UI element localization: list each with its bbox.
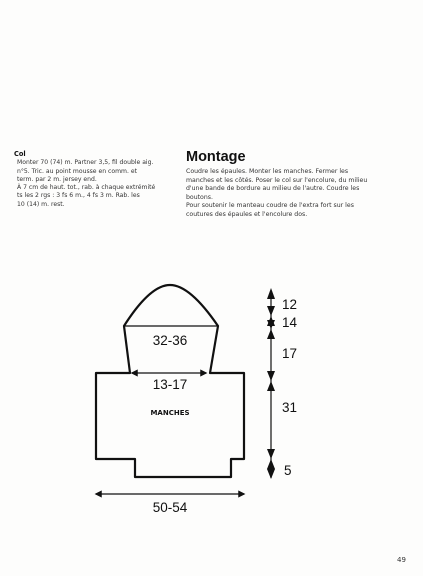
height-label-31: 31 [282, 400, 298, 415]
col-line: ts les 2 rgs : 3 fs 6 m., 4 fs 3 m. Rab. les [17, 192, 140, 200]
col-title: Col [14, 150, 26, 158]
bottom-width-label: 50-54 [152, 500, 188, 515]
height-label-17: 17 [282, 346, 298, 361]
montage-line: Pour soutenir le manteau coudre de l'extra fort sur les [186, 202, 354, 210]
montage-line: d'une bande de bordure au milieu de l'autre. Coudre les [186, 185, 360, 193]
col-line: term. par 2 m. jersey end. [17, 175, 97, 183]
arrowhead [267, 371, 275, 381]
arrowhead [267, 306, 275, 316]
montage-line: manches et les côtés. Poser le col sur l'encolure, du milieu [186, 176, 368, 184]
piece-label: MANCHES [150, 409, 190, 417]
height-label-12: 12 [282, 297, 298, 312]
montage-title: Montage [186, 149, 246, 165]
col-line: Monter 70 (74) m. Partner 3,5, fil double aig. [17, 159, 154, 167]
height-arrowheads [267, 288, 275, 479]
montage-line: Coudre les épaules. Monter les manches. Fermer les [186, 168, 349, 175]
top-width-label: 32-36 [152, 333, 188, 348]
arrowhead [267, 381, 275, 391]
height-label-14: 14 [282, 315, 298, 330]
col-line: À 7 cm de haut. tot., rab. à chaque extrémité [17, 184, 156, 192]
arrowhead [267, 288, 275, 299]
page-number: 49 [397, 556, 406, 564]
col-line: 10 (14) m. rest. [17, 200, 65, 208]
arrowhead [267, 329, 275, 339]
arrowhead [267, 459, 275, 469]
col-line: n°5. Tric. au point mousse en comm. et [17, 167, 137, 175]
montage-line: boutons. [186, 193, 213, 201]
montage-line: coutures des épaules et l'encolure dos. [186, 210, 308, 218]
height-label-5: 5 [284, 463, 292, 478]
arrowhead [267, 469, 275, 479]
mid-width-label: 13-17 [152, 377, 188, 392]
arrowhead [267, 449, 275, 459]
